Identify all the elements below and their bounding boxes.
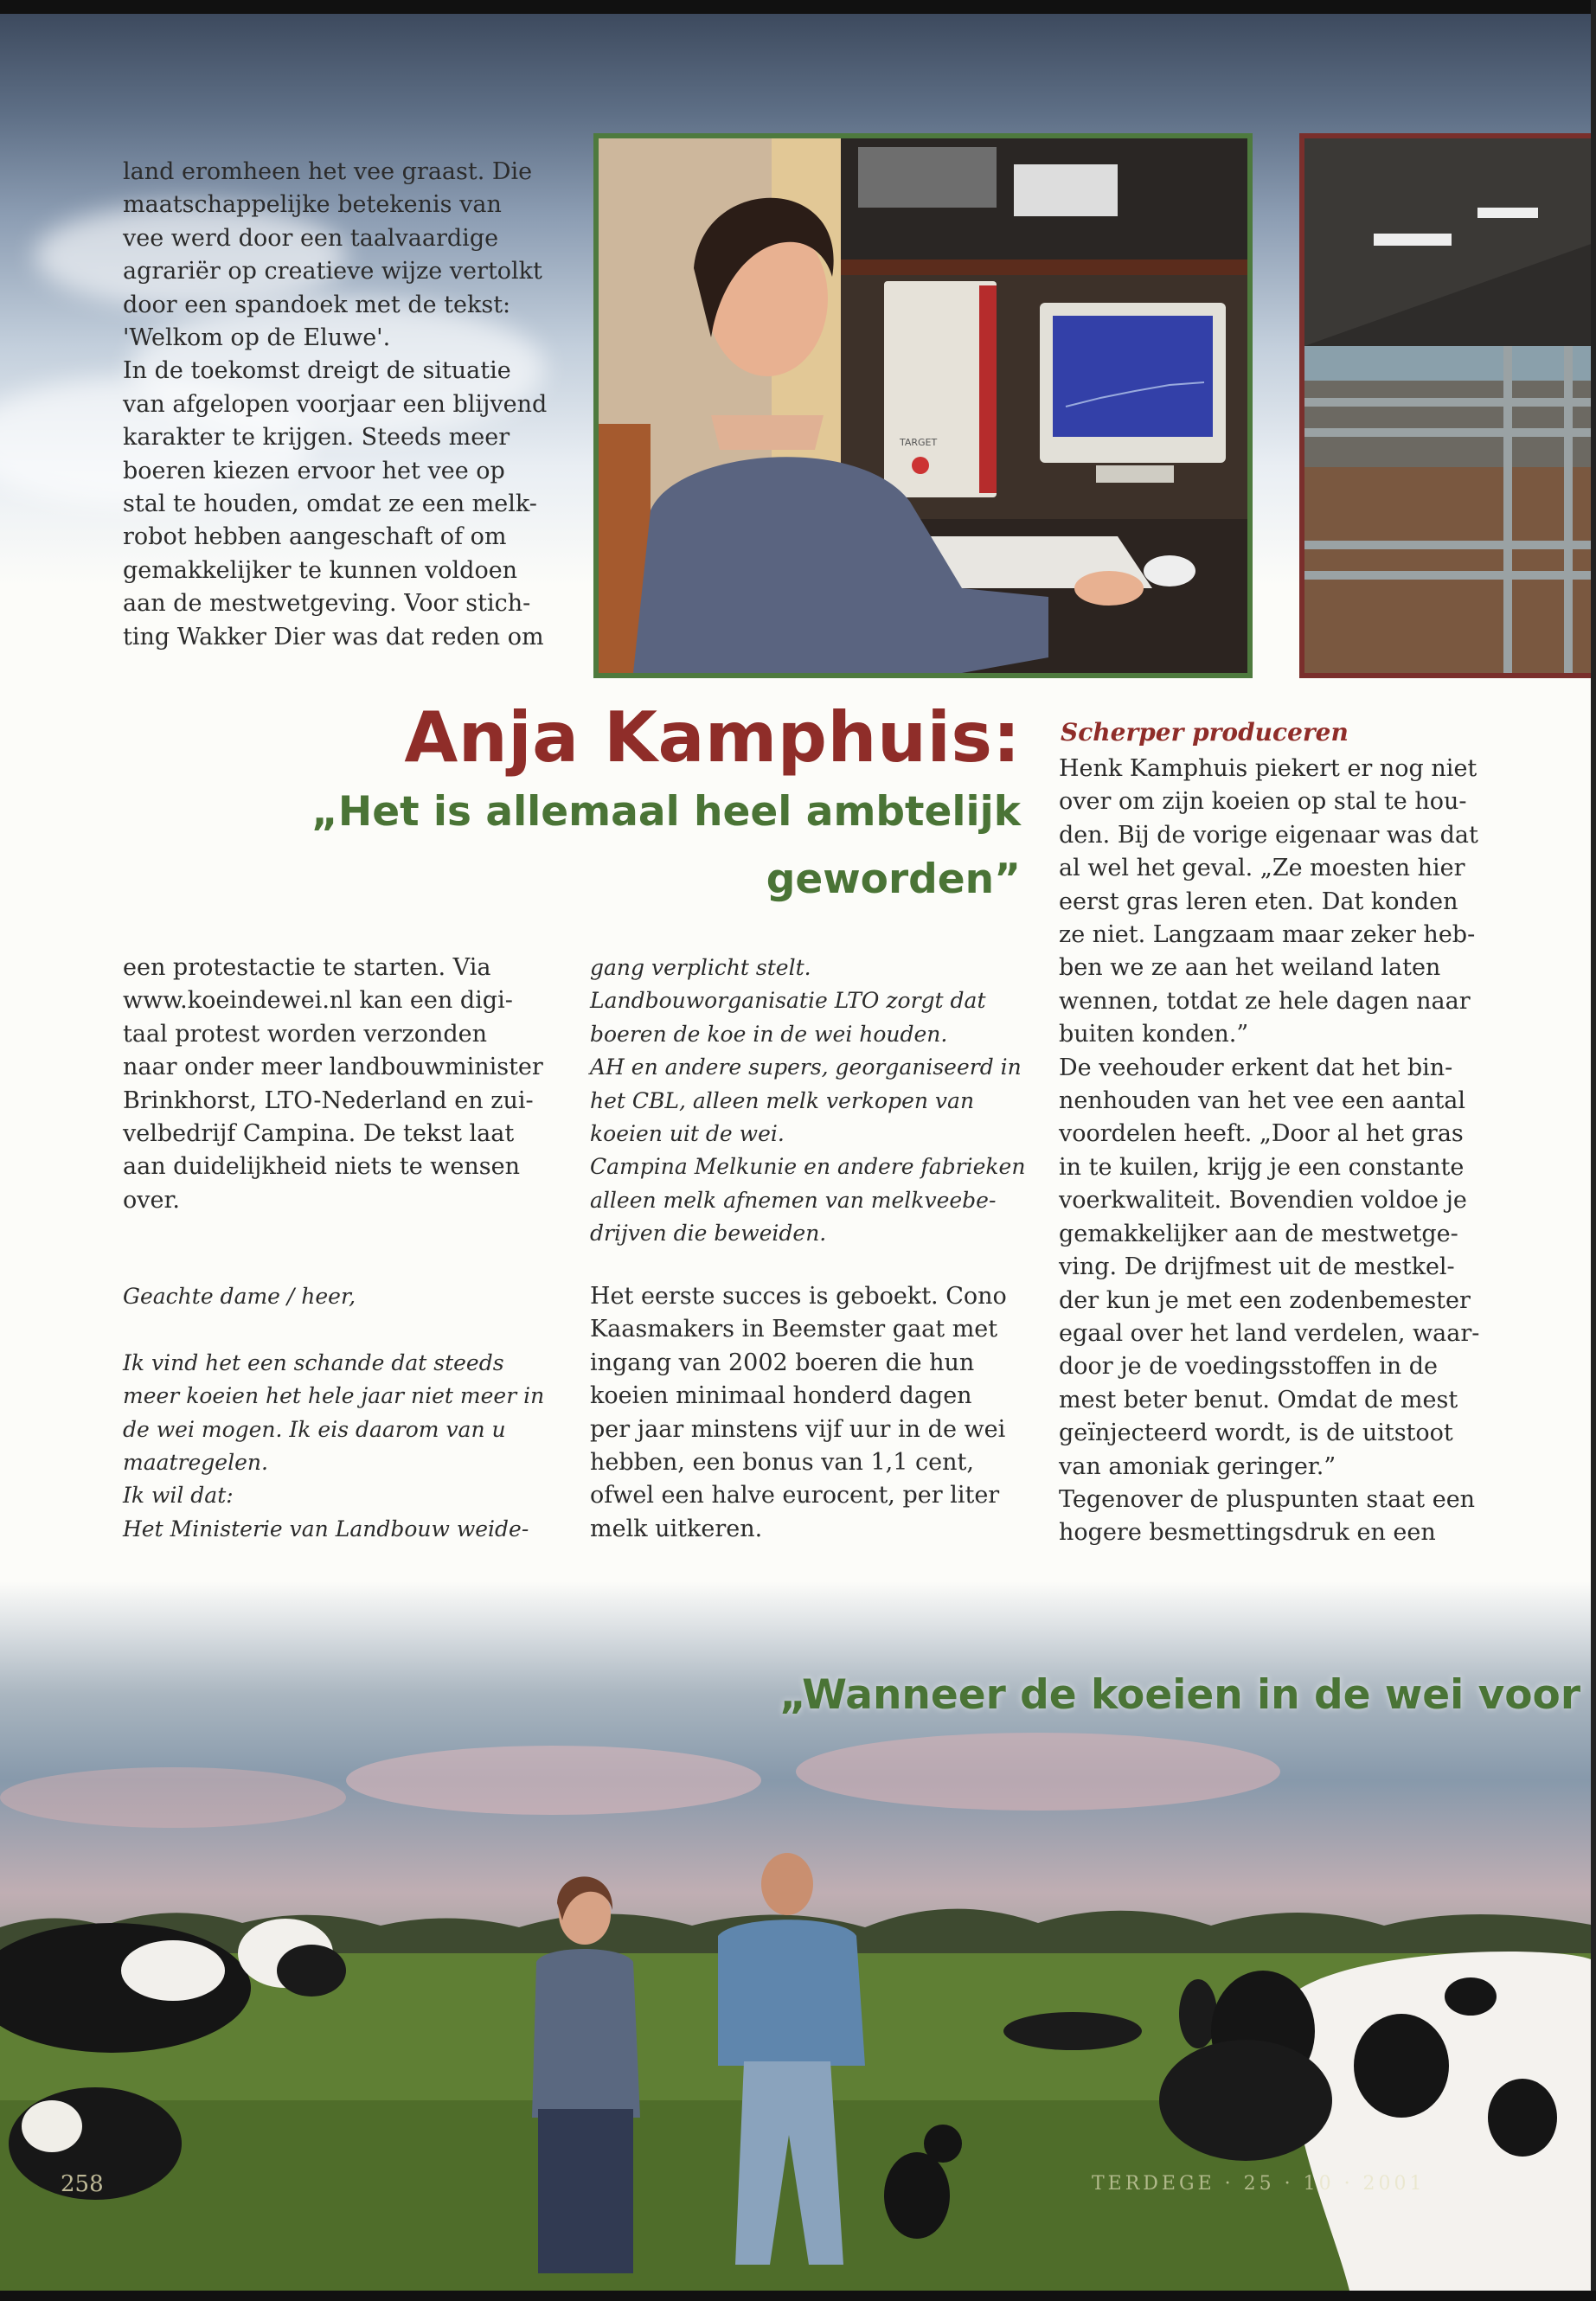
text-line: vee werd door een taalvaardige xyxy=(123,224,499,252)
magazine-footer-name: TERDEGE · 25 · 10 · 2001 xyxy=(1092,2173,1426,2195)
text-line: nenhouden van het vee een aantal xyxy=(1059,1087,1466,1115)
text-line: alleen melk afnemen van melkveebe- xyxy=(590,1187,997,1213)
text-line: eerst gras leren eten. Dat konden xyxy=(1059,888,1458,915)
text-line: De veehouder erkent dat het bin- xyxy=(1059,1054,1453,1081)
text-line: geïnjecteerd wordt, is de uitstoot xyxy=(1059,1420,1453,1447)
text-line: wennen, totdat ze hele dagen naar xyxy=(1059,987,1471,1015)
column-2-body xyxy=(590,1280,1040,1546)
text-line: gemakkelijker aan de mestwetge- xyxy=(1059,1220,1458,1247)
text-line: maatschappelijke betekenis van xyxy=(123,191,502,219)
text-line: boeren de koe in de wei houden. xyxy=(590,1021,948,1047)
text-line: egaal over het land verdelen, waar- xyxy=(1059,1319,1480,1347)
text-line: Het Ministerie van Landbouw weide- xyxy=(123,1516,529,1541)
text-line: stal te houden, omdat ze een melk- xyxy=(123,490,537,518)
subheadline-line-1: „Het is allemaal heel ambtelijk xyxy=(311,788,1021,836)
text-line: maatregelen. xyxy=(123,1450,268,1476)
text-line: AH en andere supers, georganiseerd in xyxy=(590,1054,1022,1080)
text-line: den. Bij de vorige eigenaar was dat xyxy=(1059,821,1478,849)
text-line: van amoniak geringer.” xyxy=(1059,1452,1336,1480)
text-line: naar onder meer landbouwminister xyxy=(123,1054,543,1081)
text-line: taal protest worden verzonden xyxy=(123,1020,487,1048)
text-line: www.koeindewei.nl kan een digi- xyxy=(123,987,513,1015)
office-illustration xyxy=(599,138,1247,673)
article-subheadline xyxy=(294,779,1021,913)
text-line: door een spandoek met de tekst: xyxy=(123,291,511,318)
text-line: Landbouworganisatie LTO zorgt dat xyxy=(590,988,986,1014)
text-line: buiten konden.” xyxy=(1059,1021,1249,1048)
text-line: van afgelopen voorjaar een blijvend xyxy=(123,390,548,418)
photo-cattle-barn xyxy=(1299,133,1596,678)
article-headline: Anja Kamphuis: xyxy=(404,697,1021,778)
text-line: land eromheen het vee graast. Die xyxy=(123,158,533,185)
text-line: aan duidelijkheid niets te wensen xyxy=(123,1153,521,1181)
text-line: drijven die beweiden. xyxy=(590,1221,827,1247)
column-1-protest-letter xyxy=(123,1280,573,1546)
text-line: Geachte dame / heer, xyxy=(123,1284,356,1309)
text-line: Het eerste succes is geboekt. Cono xyxy=(590,1283,1007,1310)
text-line: mest beter benut. Omdat de mest xyxy=(1059,1386,1458,1413)
photo-woman-at-computer xyxy=(593,133,1253,678)
scan-edge-bottom xyxy=(0,2291,1596,2301)
section-heading: Scherper produceren xyxy=(1061,718,1349,747)
text-line: Ik vind het een schande dat steeds xyxy=(123,1349,504,1375)
text-line: koeien minimaal honderd dagen xyxy=(590,1382,972,1410)
pull-quote: „Wanneer de koeien in de wei voor xyxy=(779,1671,1580,1719)
text-line: hebben, een bonus van 1,1 cent, xyxy=(590,1449,974,1477)
text-line: Kaasmakers in Beemster gaat met xyxy=(590,1316,998,1343)
text-line: In de toekomst dreigt de situatie xyxy=(123,357,511,385)
text-line: boeren kiezen ervoor het vee op xyxy=(123,457,505,484)
text-line: gang verplicht stelt. xyxy=(590,955,811,980)
text-line: de wei mogen. Ik eis daarom van u xyxy=(123,1416,506,1442)
text-line: ving. De drijfmest uit de mestkel- xyxy=(1059,1253,1455,1281)
text-line: voerkwaliteit. Bovendien voldoe je xyxy=(1059,1187,1467,1215)
page-number: 258 xyxy=(61,2171,104,2197)
text-line: hogere besmettingsdruk en een xyxy=(1059,1519,1436,1547)
column-1-body xyxy=(123,952,573,1217)
column-3-body xyxy=(1059,753,1526,1550)
text-line: in te kuilen, krijg je een constante xyxy=(1059,1153,1465,1181)
text-line: ingang van 2002 boeren die hun xyxy=(590,1349,975,1376)
scan-edge-right xyxy=(1591,0,1596,2301)
computer-brand-label: TARGET xyxy=(900,437,938,448)
text-line: een protestactie te starten. Via xyxy=(123,954,491,981)
text-line: ting Wakker Dier was dat reden om xyxy=(123,623,544,651)
text-line: door je de voedingsstoffen in de xyxy=(1059,1353,1438,1381)
text-line: agrariër op creatieve wijze vertolkt xyxy=(123,258,542,285)
text-line: Henk Kamphuis piekert er nog niet xyxy=(1059,755,1477,782)
text-line: aan de mestwetgeving. Voor stich- xyxy=(123,590,531,618)
text-line: velbedrijf Campina. De tekst laat xyxy=(123,1120,515,1148)
text-line: robot hebben aangeschaft of om xyxy=(123,523,507,551)
text-line: 'Welkom op de Eluwe'. xyxy=(123,324,391,352)
text-line: over om zijn koeien op stal te hou- xyxy=(1059,788,1467,816)
text-line: Ik wil dat: xyxy=(123,1483,234,1509)
intro-column xyxy=(123,156,573,654)
text-line: gemakkelijker te kunnen voldoen xyxy=(123,556,518,584)
text-line: der kun je met een zodenbemester xyxy=(1059,1286,1471,1314)
column-2-protest-letter xyxy=(590,952,1040,1251)
text-line: meer koeien het hele jaar niet meer in xyxy=(123,1383,545,1409)
text-line: al wel het geval. „Ze moesten hier xyxy=(1059,855,1465,882)
text-line xyxy=(123,1313,573,1346)
text-line: ben we ze aan het weiland laten xyxy=(1059,954,1441,982)
text-line: over. xyxy=(123,1186,181,1214)
text-line: koeien uit de wei. xyxy=(590,1121,785,1147)
text-line: het CBL, alleen melk verkopen van xyxy=(590,1087,975,1113)
text-line: Brinkhorst, LTO-Nederland en zui- xyxy=(123,1086,534,1114)
barn-illustration xyxy=(1304,138,1596,673)
text-line: Campina Melkunie en andere fabrieken xyxy=(590,1154,1026,1180)
text-line: melk uitkeren. xyxy=(590,1515,763,1542)
scan-edge-top xyxy=(0,0,1596,14)
text-line: ofwel een halve eurocent, per liter xyxy=(590,1482,1000,1509)
text-line: voordelen heeft. „Door al het gras xyxy=(1059,1120,1464,1148)
text-line: Tegenover de pluspunten staat een xyxy=(1059,1485,1476,1513)
text-line: per jaar minstens vijf uur in de wei xyxy=(590,1415,1006,1443)
text-line: karakter te krijgen. Steeds meer xyxy=(123,424,510,452)
subheadline-line-2: geworden” xyxy=(766,856,1021,903)
text-line: ze niet. Langzaam maar zeker heb- xyxy=(1059,921,1476,949)
